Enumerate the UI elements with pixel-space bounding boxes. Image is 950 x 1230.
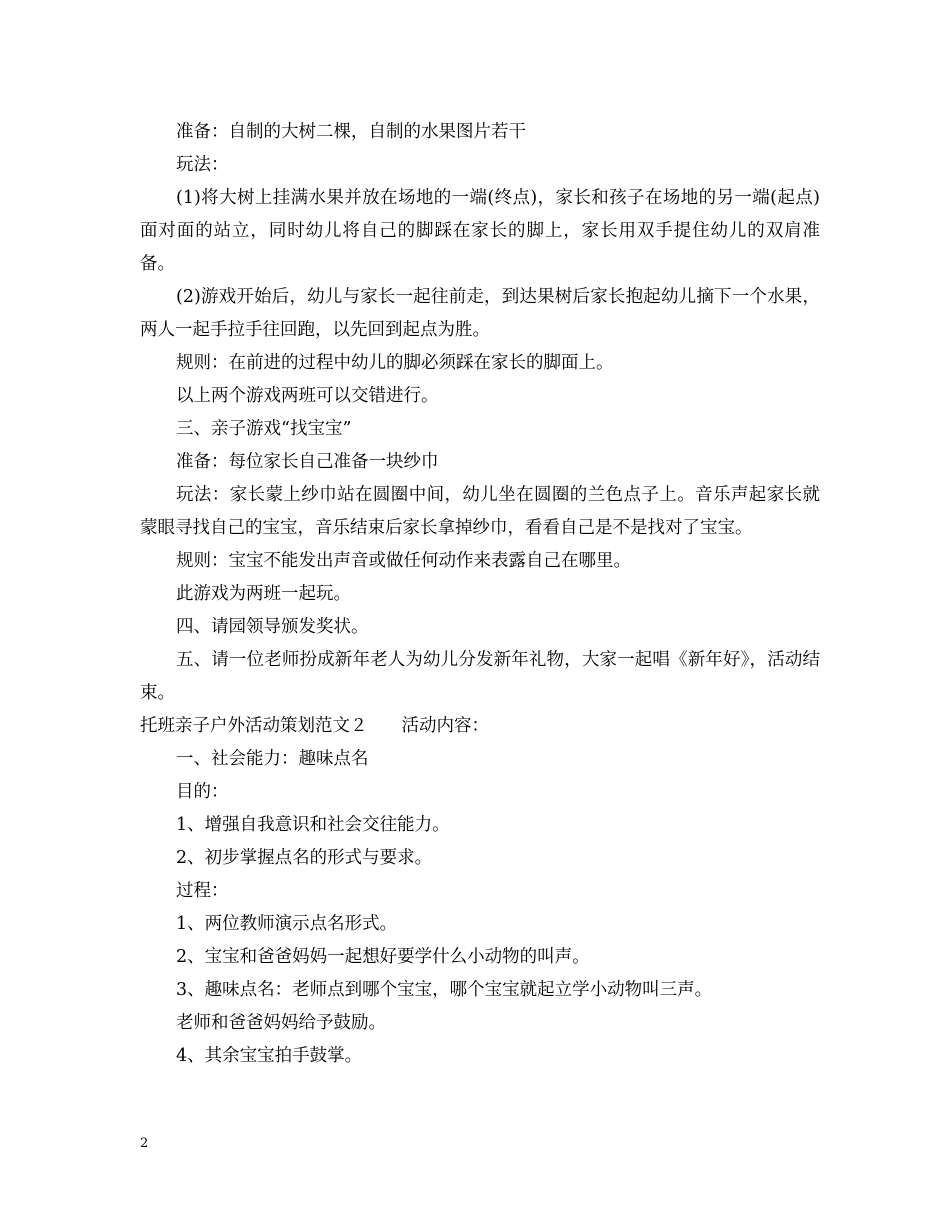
paragraph: 玩法：家长蒙上纱巾站在圆圈中间，幼儿坐在圆圈的兰色点子上。音乐声起家长就蒙眼寻找自己的宝宝，音乐结束后家长拿掉纱巾，看看自己是不是找对了宝宝。 bbox=[140, 485, 820, 538]
paragraph: 规则：宝宝不能发出声音或做任何动作来表露自己在哪里。 bbox=[176, 551, 631, 571]
list-item: 3、趣味点名：老师点到哪个宝宝，哪个宝宝就起立学小动物叫三声。 bbox=[176, 980, 713, 1000]
paragraph: (1)将大树上挂满水果并放在场地的一端(终点)，家长和孩子在场地的另一端(起点)面对面的站立，同时幼儿将自己的脚踩在家长的脚上，家长用双手提住幼儿的双肩准备。 bbox=[140, 188, 820, 274]
list-item: 4、其余宝宝拍手鼓掌。 bbox=[176, 1046, 363, 1066]
paragraph: 五、请一位老师扮成新年老人为幼儿分发新年礼物，大家一起唱《新年好》，活动结束。 bbox=[140, 650, 820, 703]
paragraph: 规则：在前进的过程中幼儿的脚必须踩在家长的脚面上。 bbox=[176, 353, 614, 373]
section-title: 托班亲子户外活动策划范文２ bbox=[140, 716, 368, 736]
paragraph: 此游戏为两班一起玩。 bbox=[176, 584, 351, 604]
paragraph: (2)游戏开始后，幼儿与家长一起往前走，到达果树后家长抱起幼儿摘下一个水果，两人一起手拉手往回跑，以先回到起点为胜。 bbox=[140, 287, 820, 340]
list-item: 2、宝宝和爸爸妈妈一起想好要学什么小动物的叫声。 bbox=[176, 947, 590, 967]
section-title-line bbox=[140, 710, 820, 743]
document-body bbox=[140, 116, 820, 1073]
page-number: 2 bbox=[140, 1136, 149, 1151]
section-heading: 一、社会能力：趣味点名 bbox=[176, 749, 369, 769]
paragraph: 玩法： bbox=[176, 155, 229, 175]
paragraph: 目的： bbox=[176, 782, 229, 802]
section-subtitle: 活动内容： bbox=[401, 716, 489, 736]
paragraph: 过程： bbox=[176, 881, 229, 901]
paragraph: 准备：自制的大树二棵，自制的水果图片若干 bbox=[176, 122, 526, 142]
list-item: 1、增强自我意识和社会交往能力。 bbox=[176, 815, 450, 835]
list-item: 2、初步掌握点名的形式与要求。 bbox=[176, 848, 433, 868]
paragraph: 老师和爸爸妈妈给予鼓励。 bbox=[176, 1013, 386, 1033]
section-heading: 三、亲子游戏“找宝宝” bbox=[176, 419, 352, 439]
list-item: 1、两位教师演示点名形式。 bbox=[176, 914, 398, 934]
section-heading: 四、请园领导颁发奖状。 bbox=[176, 617, 369, 637]
paragraph: 准备：每位家长自己准备一块纱巾 bbox=[176, 452, 439, 472]
paragraph: 以上两个游戏两班可以交错进行。 bbox=[176, 386, 439, 406]
